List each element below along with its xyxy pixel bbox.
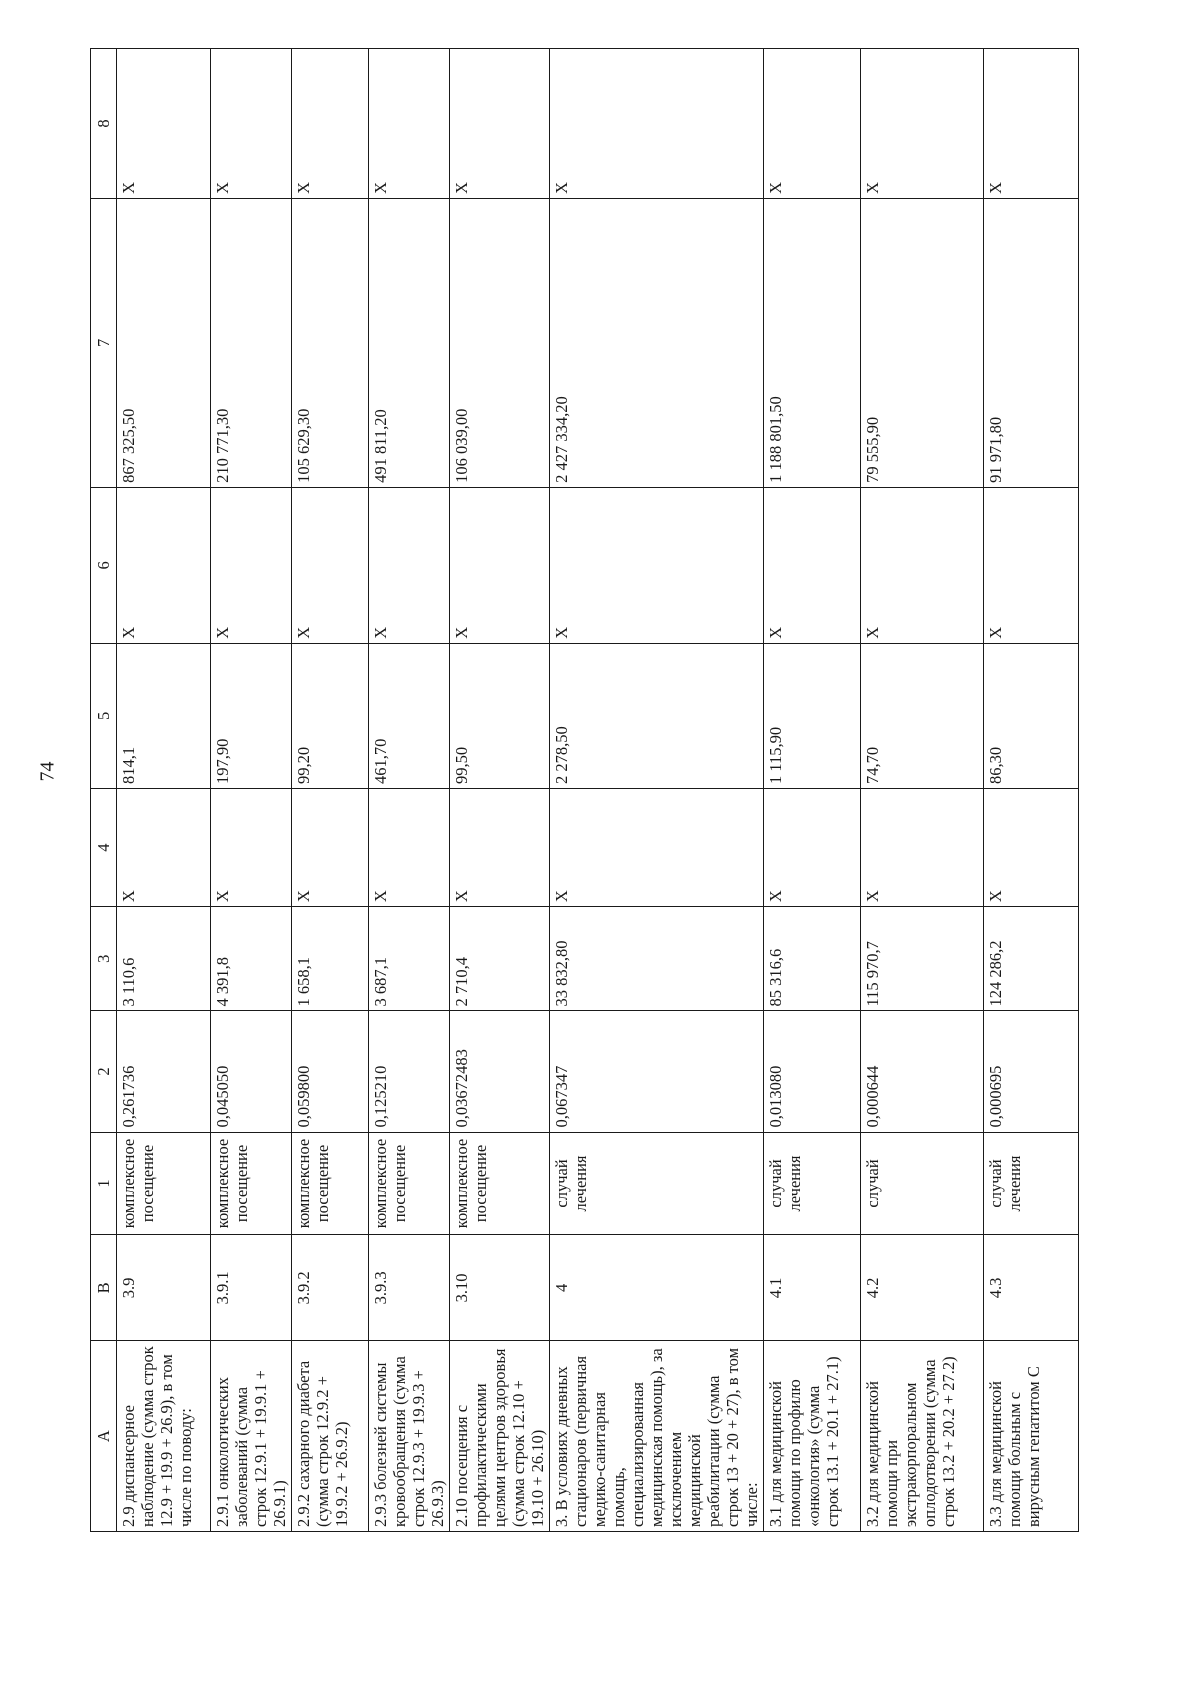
table-row: [211, 49, 292, 1532]
value-cell: 197,90: [211, 643, 292, 788]
header-cell: 1: [91, 1132, 117, 1235]
value-cell: Х: [450, 487, 550, 643]
value-cell: 461,70: [369, 643, 450, 788]
value-cell: 1 188 801,50: [764, 198, 861, 487]
value-cell: 491 811,20: [369, 198, 450, 487]
value-cell: Х: [369, 487, 450, 643]
value-cell: 3 687,1: [369, 907, 450, 1011]
value-cell: Х: [369, 49, 450, 199]
header-cell: 4: [91, 789, 117, 907]
value-cell: 115 970,7: [861, 907, 984, 1011]
table-row: [292, 49, 369, 1532]
value-cell: 2 427 334,20: [550, 198, 764, 487]
table-row: [984, 49, 1079, 1532]
value-cell: 0,059800: [292, 1011, 369, 1132]
value-cell: 0,013080: [764, 1011, 861, 1132]
header-cell: 2: [91, 1011, 117, 1132]
value-cell: 867 325,50: [117, 198, 211, 487]
unit-cell: комплексное посещение: [450, 1132, 550, 1235]
value-cell: Х: [117, 49, 211, 199]
table-row: [764, 49, 861, 1532]
value-cell: Х: [764, 49, 861, 199]
value-cell: Х: [211, 789, 292, 907]
value-cell: Х: [764, 487, 861, 643]
value-cell: 3 110,6: [117, 907, 211, 1011]
value-cell: 0,000695: [984, 1011, 1079, 1132]
value-cell: Х: [211, 49, 292, 199]
row-name-cell: 2.9 диспансерное наблюдение (сумма строк 12.9 + 19.9 + 26.9), в том числе по поводу:: [117, 1341, 211, 1532]
value-cell: 86,30: [984, 643, 1079, 788]
row-number-cell: 4: [550, 1235, 764, 1341]
value-cell: Х: [764, 789, 861, 907]
value-cell: 814,1: [117, 643, 211, 788]
data-table: [90, 48, 1079, 1532]
row-name-cell: 2.9.2 сахарного диабета (сумма строк 12.9.2 + 19.9.2 + 26.9.2): [292, 1341, 369, 1532]
value-cell: 85 316,6: [764, 907, 861, 1011]
value-cell: 74,70: [861, 643, 984, 788]
value-cell: 0,045050: [211, 1011, 292, 1132]
value-cell: Х: [369, 789, 450, 907]
header-cell: А: [91, 1341, 117, 1532]
row-name-cell: 3.3 для медицинской помощи больным с вирусным гепатитом С: [984, 1341, 1079, 1532]
value-cell: 99,20: [292, 643, 369, 788]
value-cell: Х: [550, 49, 764, 199]
value-cell: 210 771,30: [211, 198, 292, 487]
header-cell: 3: [91, 907, 117, 1011]
value-cell: Х: [211, 487, 292, 643]
value-cell: Х: [984, 487, 1079, 643]
value-cell: Х: [292, 49, 369, 199]
row-name-cell: 2.9.3 болезней системы кровообращения (сумма строк 12.9.3 + 19.9.3 + 26.9.3): [369, 1341, 450, 1532]
page-number: 74: [36, 761, 59, 782]
value-cell: 124 286,2: [984, 907, 1079, 1011]
value-cell: Х: [292, 487, 369, 643]
value-cell: Х: [861, 49, 984, 199]
value-cell: Х: [550, 789, 764, 907]
row-number-cell: 3.10: [450, 1235, 550, 1341]
row-number-cell: 3.9.3: [369, 1235, 450, 1341]
value-cell: 105 629,30: [292, 198, 369, 487]
unit-cell: случай лечения: [550, 1132, 764, 1235]
value-cell: 0,125210: [369, 1011, 450, 1132]
row-name-cell: 2.10 посещения с профилактическими целями центров здоровья (сумма строк 12.10 + 19.10 + 26.10): [450, 1341, 550, 1532]
table-row: [369, 49, 450, 1532]
header-cell: 8: [91, 49, 117, 199]
value-cell: Х: [984, 49, 1079, 199]
header-cell: В: [91, 1235, 117, 1341]
row-name-cell: 3. В условиях дневных стационаров (первичная медико-санитарная помощь, специализированная медицинская помощь), за исключением медицинской реабилитации (сумма строк 13 + 20 + 27), в том числе:: [550, 1341, 764, 1532]
header-row: [91, 49, 117, 1532]
value-cell: 2 278,50: [550, 643, 764, 788]
table-row: [861, 49, 984, 1532]
unit-cell: комплексное посещение: [117, 1132, 211, 1235]
row-name-cell: 3.1 для медицинской помощи по профилю «онкология» (сумма строк 13.1 + 20.1 + 27.1): [764, 1341, 861, 1532]
value-cell: 106 039,00: [450, 198, 550, 487]
value-cell: 33 832,80: [550, 907, 764, 1011]
unit-cell: комплексное посещение: [292, 1132, 369, 1235]
value-cell: 0,000644: [861, 1011, 984, 1132]
value-cell: Х: [117, 487, 211, 643]
row-number-cell: 4.1: [764, 1235, 861, 1341]
value-cell: 0,067347: [550, 1011, 764, 1132]
value-cell: Х: [861, 487, 984, 643]
value-cell: 79 555,90: [861, 198, 984, 487]
value-cell: 0,261736: [117, 1011, 211, 1132]
row-number-cell: 3.9.2: [292, 1235, 369, 1341]
value-cell: Х: [450, 49, 550, 199]
row-name-cell: 2.9.1 онкологических заболеваний (сумма строк 12.9.1 + 19.9.1 + 26.9.1): [211, 1341, 292, 1532]
value-cell: Х: [984, 789, 1079, 907]
header-cell: 7: [91, 198, 117, 487]
unit-cell: случай лечения: [764, 1132, 861, 1235]
table-row: [550, 49, 764, 1532]
table-row: [450, 49, 550, 1532]
header-cell: 6: [91, 487, 117, 643]
value-cell: 91 971,80: [984, 198, 1079, 487]
value-cell: Х: [550, 487, 764, 643]
value-cell: Х: [450, 789, 550, 907]
unit-cell: случай лечения: [984, 1132, 1079, 1235]
value-cell: 1 115,90: [764, 643, 861, 788]
row-number-cell: 4.3: [984, 1235, 1079, 1341]
row-name-cell: 3.2 для медицинской помощи при экстракорпоральном оплодотворении (сумма строк 13.2 + 20.2 + 27.2): [861, 1341, 984, 1532]
value-cell: Х: [292, 789, 369, 907]
row-number-cell: 4.2: [861, 1235, 984, 1341]
value-cell: 1 658,1: [292, 907, 369, 1011]
value-cell: 0,03672483: [450, 1011, 550, 1132]
row-number-cell: 3.9.1: [211, 1235, 292, 1341]
value-cell: 4 391,8: [211, 907, 292, 1011]
unit-cell: случай: [861, 1132, 984, 1235]
unit-cell: комплексное посещение: [369, 1132, 450, 1235]
value-cell: 2 710,4: [450, 907, 550, 1011]
value-cell: Х: [117, 789, 211, 907]
unit-cell: комплексное посещение: [211, 1132, 292, 1235]
value-cell: 99,50: [450, 643, 550, 788]
rotated-table-wrapper: [90, 48, 1071, 1532]
header-cell: 5: [91, 643, 117, 788]
value-cell: Х: [861, 789, 984, 907]
row-number-cell: 3.9: [117, 1235, 211, 1341]
table-row: [117, 49, 211, 1532]
